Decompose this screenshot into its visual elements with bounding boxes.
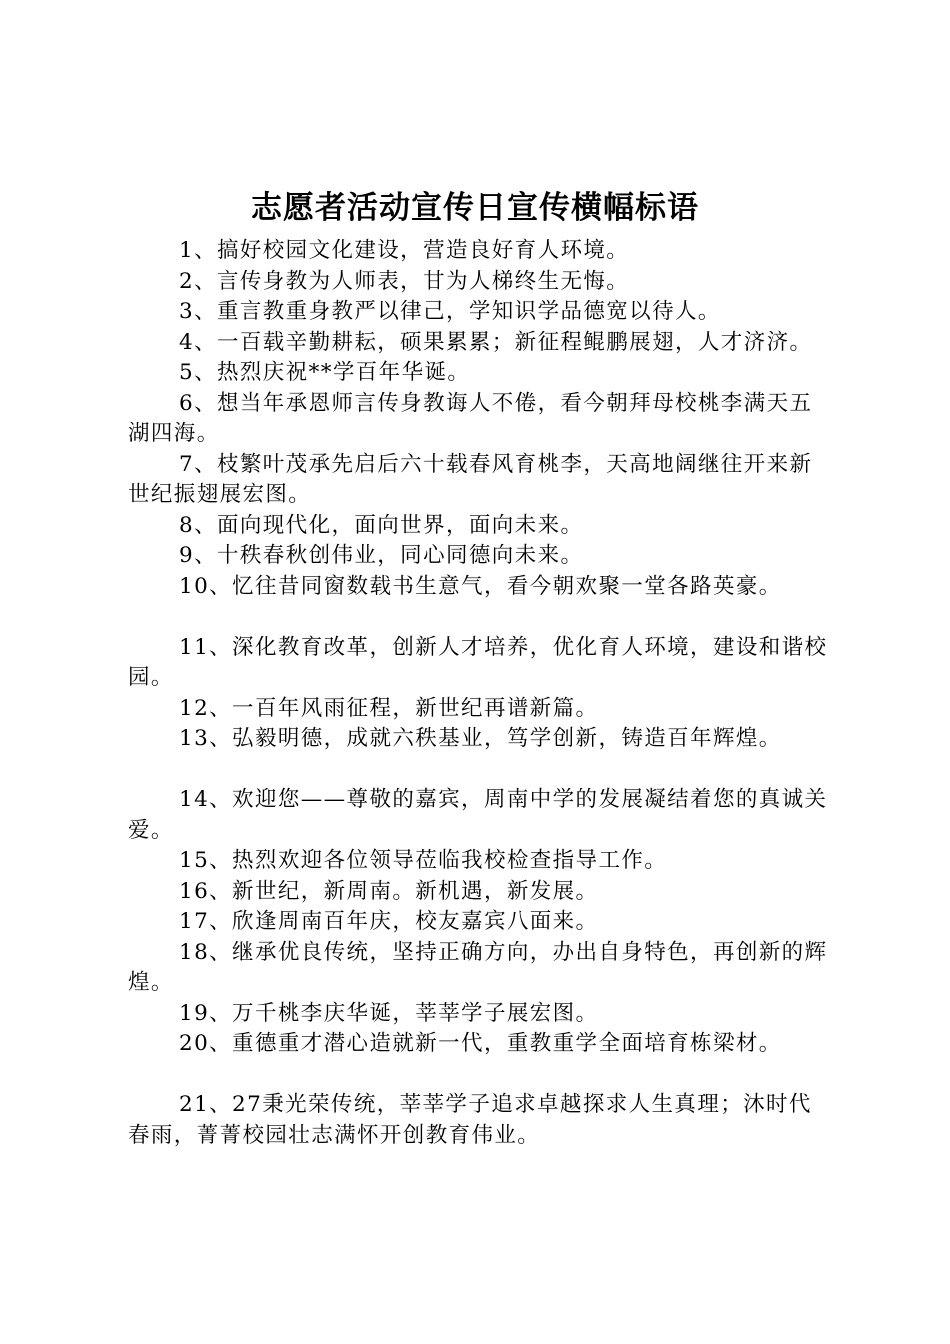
slogan-item: 12、一百年风雨征程，新世纪再谱新篇。 [179,695,599,721]
slogan-item: 14、欢迎您——尊敬的嘉宾，周南中学的发展凝结着您的真诚关爱。 [128,787,828,843]
slogan-item: 10、忆往昔同窗数载书生意气，看今朝欢聚一堂各路英豪。 [179,573,782,599]
slogan-item: 6、想当年承恩师言传身教诲人不倦，看今朝拜母校桃李满天五湖四海。 [128,390,813,446]
slogan-item: 5、热烈庆祝**学百年华诞。 [179,360,471,385]
document-title: 志愿者活动宣传日宣传横幅标语 [251,190,699,226]
slogan-item: 15、热烈欢迎各位领导莅临我校检查指导工作。 [179,848,668,873]
slogan-item: 19、万千桃李庆华诞，莘莘学子展宏图。 [179,1000,599,1026]
slogan-item: 8、面向现代化，面向世界，面向未来。 [179,512,584,538]
slogan-item: 13、弘毅明德，成就六秩基业，笃学创新，铸造百年辉煌。 [179,726,782,751]
slogan-item: 3、重言教重身教严以律己，学知识学品德宽以待人。 [179,299,721,324]
slogan-item: 16、新世纪，新周南。新机遇，新发展。 [179,878,599,904]
slogan-item: 18、继承优良传统，坚持正确方向，办出自身特色，再创新的辉煌。 [128,939,828,995]
slogan-item: 9、十秩春秋创伟业，同心同德向未来。 [179,543,584,568]
slogan-item: 21、27秉光荣传统，莘莘学子追求卓越探求人生真理；沐时代春雨，菁菁校园壮志满怀开创教育伟业。 [128,1092,812,1148]
slogan-item: 7、枝繁叶茂承先启后六十载春风育桃李，天高地阔继往开来新世纪振翅展宏图。 [128,451,813,507]
slogan-item: 1、搞好校园文化建设，营造良好育人环境。 [179,238,630,263]
slogan-item: 11、深化教育改革，创新人才培养，优化育人环境，建设和谐校园。 [128,634,828,690]
slogan-list [128,236,834,1151]
slogan-item: 17、欣逢周南百年庆，校友嘉宾八面来。 [179,909,599,934]
slogan-item: 4、一百载辛勤耕耘，硕果累累；新征程鲲鹏展翅，人才济济。 [179,329,813,355]
slogan-item: 2、言传身教为人师表，甘为人梯终生无悔。 [179,268,630,294]
slogan-item: 20、重德重才潜心造就新一代，重教重学全面培育栋梁材。 [179,1031,782,1056]
